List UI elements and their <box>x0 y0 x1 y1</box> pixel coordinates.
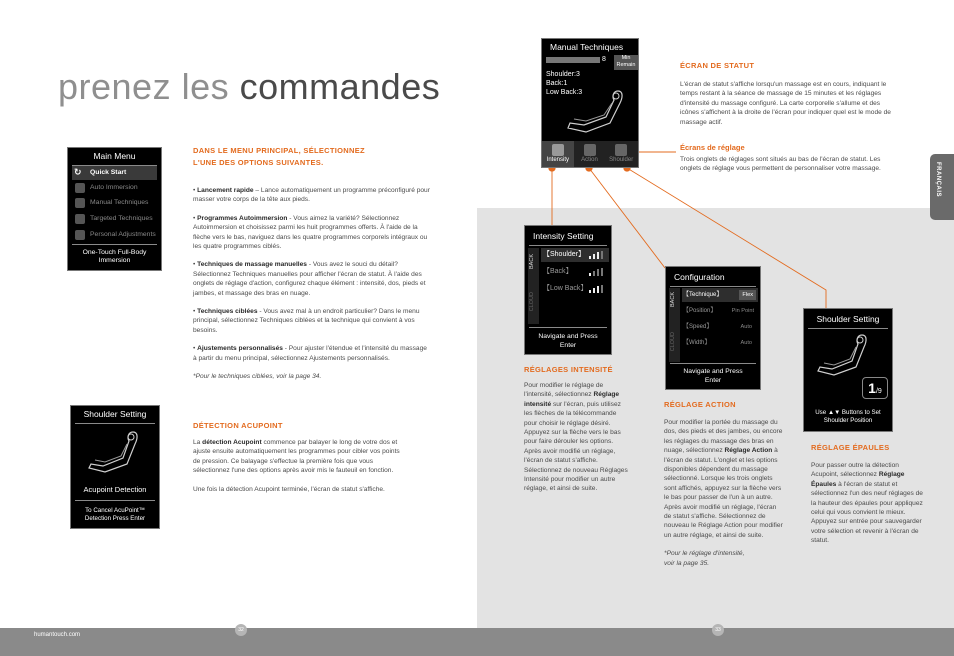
body-map-chair-icon <box>560 85 634 139</box>
option-name: Techniques ciblées <box>197 308 258 316</box>
row-label: 【Technique】 <box>683 292 723 298</box>
bullet: • <box>193 187 196 194</box>
page-title-light: prenez les <box>58 66 230 107</box>
action-note-2: voir la page 35. <box>664 559 710 567</box>
menu-section-heading-2: L'UNE DES OPTIONS SUIVANTES. <box>193 158 324 167</box>
menu-item-label: Quick Start <box>90 169 127 176</box>
remain-label: Remain <box>616 61 636 68</box>
status-section-heading: ÉCRAN DE STATUT <box>680 61 755 70</box>
acupoint-footer-1: To Cancel AcuPoint™ <box>85 507 145 514</box>
action-section-heading: RÉGLAGE ACTION <box>664 400 736 409</box>
intensity-screen-title: Intensity Setting <box>533 231 594 241</box>
option-text: - Vous avez le souci du détail? Sélectionnez Techniques manuelles pour afficher l'écran de statut. À l'aide des onglets de réglage d'action, configurez chaque élément : intensité, dos, pieds et jambes, et massage des bras en nuage. <box>193 261 426 297</box>
intensity-footer-1: Navigate and Press <box>538 333 598 340</box>
page-number-left: 32 <box>235 624 247 636</box>
bullet: • <box>193 214 196 222</box>
menu-item-label: Personal Adjustments <box>90 231 156 238</box>
main-menu-footer-2: Immersion <box>98 257 131 264</box>
option-name: Programmes Autoimmersion <box>197 214 288 222</box>
min-label: Min <box>621 55 631 61</box>
configuration-screen <box>665 266 761 390</box>
row-label: 【Speed】 <box>683 324 713 330</box>
counter-value: 1 <box>868 380 876 396</box>
acupoint-footer-2: Detection Press Enter <box>84 515 146 522</box>
divider <box>670 286 756 287</box>
option-name: Ajustements personnalisés <box>197 345 283 353</box>
divider <box>670 363 756 364</box>
action-section-body <box>664 418 784 568</box>
time-remaining-bar <box>546 57 600 63</box>
bold-term: Réglage Action <box>724 447 773 455</box>
menu-item-label: Targeted Techniques <box>90 215 153 222</box>
action-paragraph <box>664 418 784 540</box>
cloud-tab-label: CLOUD <box>529 292 535 312</box>
divider <box>529 327 607 328</box>
text: à l'écran de statut. L'onglet et les options disponibles dépendent du massage sélectionné. Lorsque les trois onglets sont affichés, appuyez sur la flèche vers le bas pour passer de l'un à un autre. Après avoir modifié un réglage, l'écran de statut s'affiche. Sélectionnez de nouveau le Réglage Action pour modifier un autre réglage, et ainsi de suite. <box>664 447 783 539</box>
intensity-row-shoulder[interactable] <box>541 248 609 262</box>
shoulder-screen-title: Shoulder Setting <box>816 314 880 324</box>
config-row-speed[interactable] <box>682 320 758 334</box>
intensity-row-back[interactable] <box>541 265 609 279</box>
intensity-icon <box>552 144 564 156</box>
text: à l'écran de statut et sélectionnez l'un des neuf réglages de la hauteur des épaules pour appliquez celui qui vous convient le mieux. Appuyez sur entrée pour sauvegarder votre sélection et revenir à l'écran de statut. <box>811 480 923 545</box>
tab-action[interactable] <box>574 141 606 167</box>
status-line-back: Back:1 <box>546 80 568 87</box>
option-name: Lancement rapide <box>197 187 254 194</box>
option-text: - Vous aimez la variété? Sélectionnez Autoimmersion et choisissez parmi les huit programmes offerts. À l'aide de la flèche vers le bas, naviguez dans les quatre programmes corporels intégraux ou les quatre programmes ciblés. <box>193 214 428 251</box>
intensity-bars-icon <box>589 268 603 276</box>
menu-item-label: Manual Techniques <box>90 199 149 206</box>
text: La <box>193 439 203 446</box>
intensity-bars-icon <box>589 285 603 293</box>
config-footer-2: Enter <box>704 377 722 384</box>
row-label: 【Position】 <box>683 308 717 314</box>
row-value: Pin Point <box>731 308 754 314</box>
status-screen <box>541 38 639 168</box>
counter-total: /9 <box>875 388 882 395</box>
footer-url: humantouch.com <box>34 632 81 638</box>
page-number-right: 33 <box>712 624 724 636</box>
row-value: Flex <box>739 290 756 300</box>
shoulder-section-body <box>811 461 923 546</box>
status-section-text: L'écran de statut s'affiche lorsqu'un massage est en cours, indiquant le temps restant à la séance de massage de 15 minutes et les réglages d'intensité du massage configuré. La carte corporelle s'allume et des icônes s'affichent à la droite de l'écran pour indiquer quel est le mode de massage actif. <box>680 81 891 126</box>
status-line-low-back: Low Back:3 <box>546 89 583 96</box>
min-remain-badge <box>614 55 638 70</box>
tab-label: Shoulder <box>609 157 634 163</box>
tab-label: Action <box>581 157 598 163</box>
menu-section-heading-1: DANS LE MENU PRINCIPAL, SÉLECTIONNEZ <box>193 146 365 155</box>
config-footer-1: Navigate and Press <box>683 368 743 375</box>
back-tab-label: BACK <box>529 254 535 269</box>
text: commence par balayer le long de votre dos et ajuste ensuite automatiquement les programmes pour cibler vos points de pression. Ce balayage s'effectue la première fois que vous sélectionnez l'une des options après avoir mis le fauteuil en fonction. <box>193 439 400 475</box>
text: sur l'écran, puis utilisez les flèches de la télécommande pour choisir le réglage désiré. Appuyez sur la flèche vers le bas pour faire dérouler les options. Après avoir modifié un réglage, l'écran de statut s'affiche. Sélectionnez de nouveau Réglages Intensité pour modifier un autre réglage, et ainsi de suite. <box>524 400 628 493</box>
status-sub-heading: Écrans de réglage <box>680 143 745 152</box>
status-screen-title: Manual Techniques <box>550 42 624 52</box>
bold-term: Réglage intensité <box>524 391 620 408</box>
side-tabs <box>669 288 680 362</box>
bullet: • <box>193 308 196 316</box>
main-menu-title: Main Menu <box>93 151 136 161</box>
refresh-icon: ↻ <box>74 167 82 177</box>
option-name: Techniques de massage manuelles <box>197 261 307 269</box>
main-menu-footer-1: One-Touch Full-Body <box>82 249 147 256</box>
status-tabs <box>542 141 638 167</box>
intensity-footer-2: Enter <box>559 342 577 349</box>
intensity-setting-screen <box>524 225 612 355</box>
action-icon <box>584 144 596 156</box>
acupoint-screen-title: Shoulder Setting <box>83 409 147 419</box>
tab-intensity[interactable] <box>542 141 574 167</box>
option-text: - Vous avez mal à un endroit particulier? Dans le menu principal, sélectionnez Techniques ciblées et la technique qui convient à vos besoins. <box>193 308 420 334</box>
shoulder-position-counter[interactable] <box>862 377 888 399</box>
intensity-section-body <box>524 381 630 494</box>
divider <box>808 328 888 329</box>
menu-section-note: *Pour le techniques ciblées, voir la page 34. <box>193 373 322 381</box>
intensity-bars-icon <box>589 251 603 259</box>
text: Pour modifier la portée du massage du dos, des pieds et des jambes, ou encore les réglages du massage des bras en nuage, sélectionnez <box>664 419 783 455</box>
text: Pour modifier le réglage de l'intensité, sélectionnez <box>524 382 604 399</box>
acupoint-status: Acupoint Detection <box>83 485 147 494</box>
configuration-screen-title: Configuration <box>674 272 725 282</box>
bullet: • <box>193 261 196 269</box>
option-text: - Pour ajuster l'étendue et l'intensité du massage à partir du menu principal, sélectionnez Ajustements personnalisés. <box>193 345 427 362</box>
acupoint-paragraph-2: Une fois la détection Acupoint terminée, l'écran de statut s'affiche. <box>193 485 385 493</box>
cloud-tab-label: CLOUD <box>670 332 676 352</box>
tab-label: Intensity <box>546 157 570 163</box>
intensity-section-heading: RÉGLAGES INTENSITÉ <box>524 365 613 374</box>
shoulder-setting-screen <box>803 308 893 432</box>
config-row-technique[interactable] <box>682 288 758 302</box>
menu-item-label: Auto Immersion <box>90 184 138 191</box>
tab-shoulder[interactable] <box>605 141 637 167</box>
bold-term: détection Acupoint <box>202 439 262 446</box>
status-line-shoulder: Shoulder:3 <box>546 71 580 78</box>
row-label: 【Low Back】 <box>543 285 588 292</box>
back-tab-label: BACK <box>670 292 676 307</box>
language-tab-label: FRANÇAIS <box>935 162 941 197</box>
row-label: 【Shoulder】 <box>543 251 586 258</box>
status-sub-text: Trois onglets de réglages sont situés au bas de l'écran de statut. Les onglets de réglage vous permettent de personnaliser votre massage. <box>680 156 881 173</box>
row-label: 【Back】 <box>543 268 573 275</box>
shoulder-icon <box>615 144 627 156</box>
bold-term: Réglage Épaules <box>811 471 905 488</box>
row-value: Auto <box>740 340 752 346</box>
config-row-position[interactable] <box>682 304 758 318</box>
time-remaining-value: 8 <box>602 56 606 63</box>
divider <box>529 245 607 246</box>
intensity-row-low-back[interactable] <box>541 282 609 296</box>
shoulder-footer-2: Shoulder Position <box>823 417 873 424</box>
shoulder-footer-1: Use ▲▼ Buttons to Set <box>815 409 881 416</box>
side-tabs <box>528 248 539 324</box>
option-text: – Lance automatiquement un programme préconfiguré pour masser votre corps de la tête aux pieds. <box>193 187 430 204</box>
action-note-1: *Pour le réglage d'intensité, <box>664 550 745 558</box>
bullet: • <box>193 345 196 353</box>
row-label: 【Width】 <box>683 340 711 346</box>
page-title-dark: commandes <box>239 66 441 107</box>
row-value: Auto <box>740 324 752 330</box>
shoulder-section-heading: RÉGLAGE ÉPAULES <box>811 443 890 452</box>
text: Pour passer outre la détection Acupoint, sélectionnez <box>811 462 899 479</box>
acupoint-section-heading: DÉTECTION ACUPOINT <box>193 421 283 430</box>
config-row-width[interactable] <box>682 336 758 350</box>
